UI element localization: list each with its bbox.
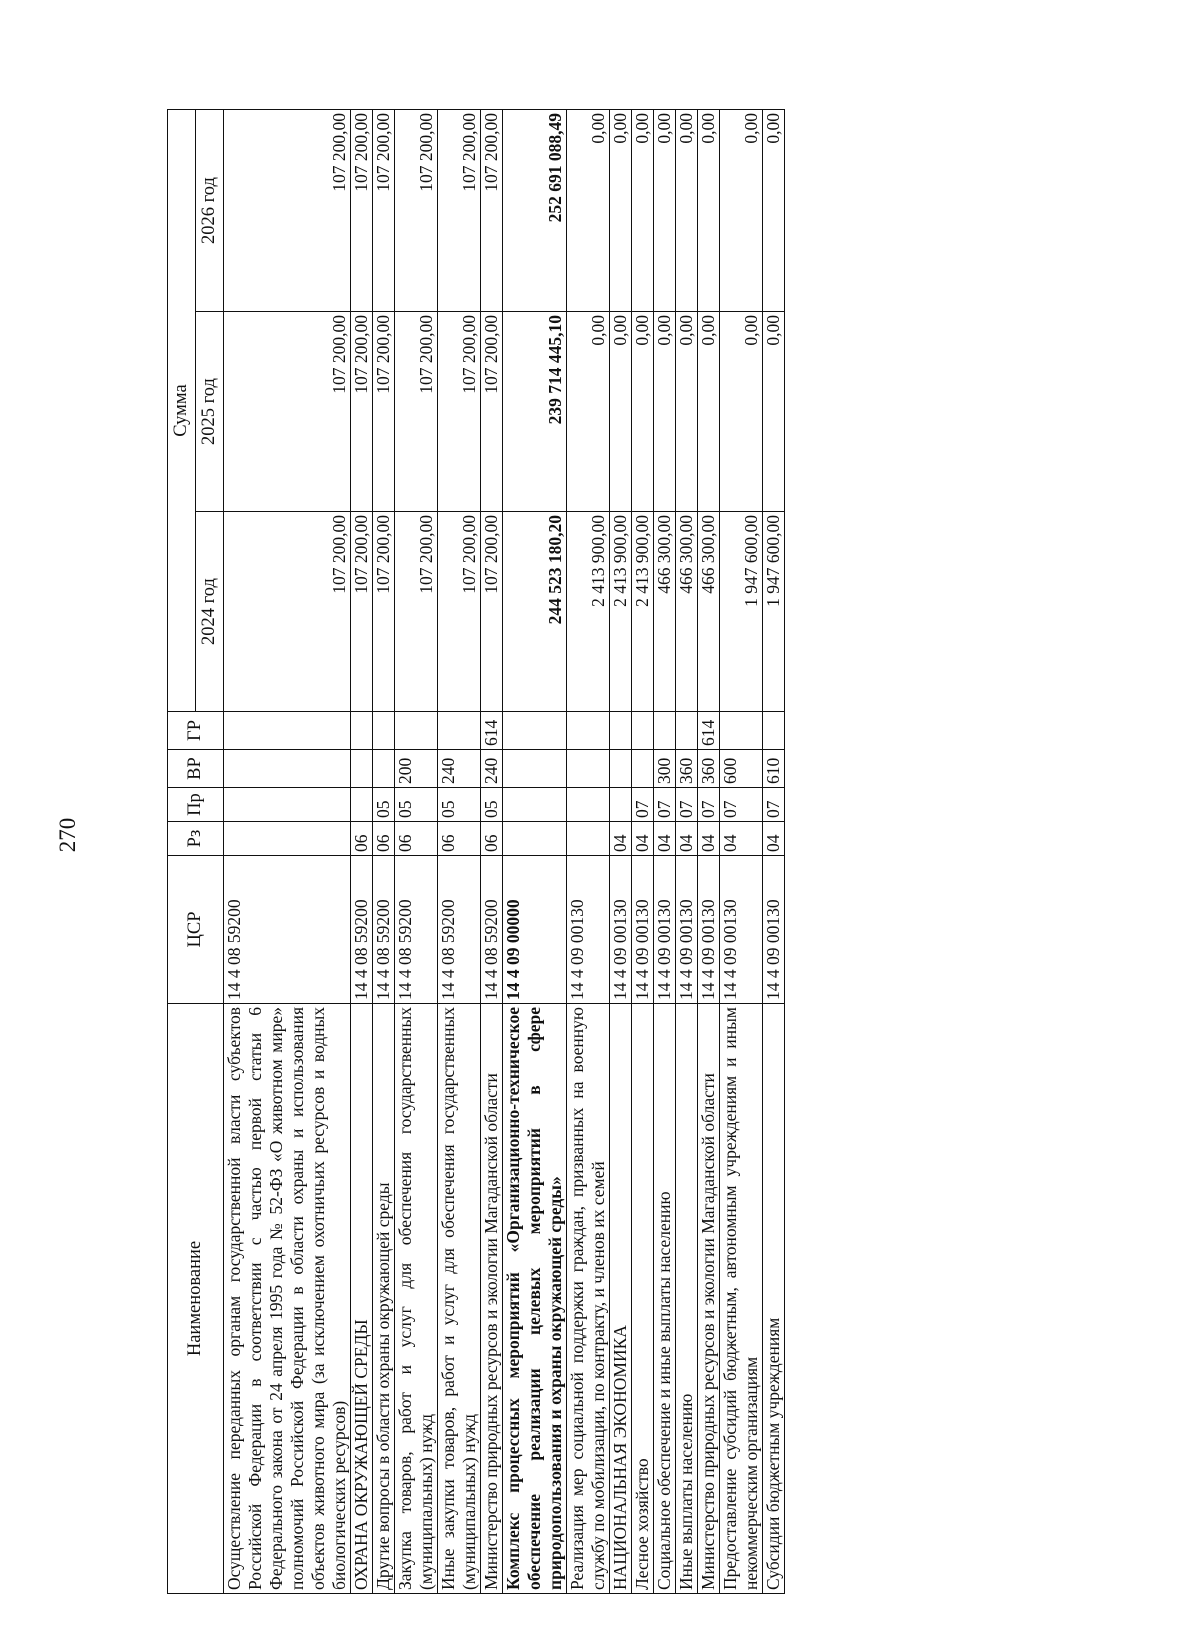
row-gr xyxy=(395,712,438,750)
row-sum-2024: 244 523 180,20 xyxy=(503,512,567,712)
row-name: Министерство природных ресурсов и экологии Магаданской области xyxy=(698,1004,720,1594)
row-gr xyxy=(763,712,785,750)
row-vr xyxy=(373,750,395,788)
table-row xyxy=(720,110,763,1594)
row-vr xyxy=(567,750,610,788)
row-vr: 240 xyxy=(438,750,481,788)
row-gr: 614 xyxy=(698,712,720,750)
row-sum-2024: 466 300,00 xyxy=(654,512,676,712)
row-sum-2024: 466 300,00 xyxy=(698,512,720,712)
row-sum-2026: 107 200,00 xyxy=(224,110,351,312)
header-gr: ГР xyxy=(168,712,224,750)
row-sum-2026: 107 200,00 xyxy=(481,110,503,312)
row-csr: 14 4 08 59200 xyxy=(438,856,481,1004)
row-csr: 14 4 09 00130 xyxy=(654,856,676,1004)
row-gr xyxy=(373,712,395,750)
table-row xyxy=(610,110,632,1594)
row-pr: 07 xyxy=(698,788,720,822)
row-gr xyxy=(654,712,676,750)
row-sum-2024: 2 413 900,00 xyxy=(632,512,654,712)
table-row xyxy=(503,110,567,1594)
row-csr: 14 4 09 00000 xyxy=(503,856,567,1004)
row-pr xyxy=(224,788,351,822)
row-sum-2026: 0,00 xyxy=(632,110,654,312)
row-sum-2025: 0,00 xyxy=(676,312,698,512)
table-row xyxy=(654,110,676,1594)
header-pr: Пр xyxy=(168,788,224,822)
row-sum-2025: 107 200,00 xyxy=(481,312,503,512)
row-csr: 14 4 08 59200 xyxy=(481,856,503,1004)
table-row xyxy=(632,110,654,1594)
row-name: Комплекс процессных мероприятий «Организационно-техническое обеспечение реализации целевых мероприятий в сфере природопользования и охраны окружающей среды» xyxy=(503,1004,567,1594)
table-row xyxy=(567,110,610,1594)
row-csr: 14 4 08 59200 xyxy=(224,856,351,1004)
row-sum-2025: 107 200,00 xyxy=(224,312,351,512)
row-name: Закупка товаров, работ и услуг для обеспечения государственных (муниципальных) нужд xyxy=(395,1004,438,1594)
row-csr: 14 4 08 59200 xyxy=(373,856,395,1004)
row-pr: 07 xyxy=(763,788,785,822)
row-rz: 06 xyxy=(351,822,373,856)
row-sum-2026: 0,00 xyxy=(698,110,720,312)
row-vr: 240 xyxy=(481,750,503,788)
row-sum-2024: 2 413 900,00 xyxy=(567,512,610,712)
row-rz: 04 xyxy=(763,822,785,856)
row-gr xyxy=(720,712,763,750)
row-pr: 05 xyxy=(373,788,395,822)
header-year-2024: 2024 год xyxy=(196,512,224,712)
table-row xyxy=(676,110,698,1594)
row-sum-2025: 107 200,00 xyxy=(438,312,481,512)
header-sum: Сумма xyxy=(168,110,196,712)
row-gr xyxy=(224,712,351,750)
row-pr: 07 xyxy=(720,788,763,822)
row-sum-2025: 0,00 xyxy=(610,312,632,512)
row-name: Иные закупки товаров, работ и услуг для обеспечения государственных (муниципальных) нужд xyxy=(438,1004,481,1594)
row-csr: 14 4 09 00130 xyxy=(720,856,763,1004)
row-gr xyxy=(676,712,698,750)
row-pr xyxy=(610,788,632,822)
row-rz xyxy=(503,822,567,856)
table-row xyxy=(351,110,373,1594)
row-sum-2025: 107 200,00 xyxy=(351,312,373,512)
table-row xyxy=(763,110,785,1594)
row-csr: 14 4 08 59200 xyxy=(351,856,373,1004)
row-name: Министерство природных ресурсов и экологии Магаданской области xyxy=(481,1004,503,1594)
row-sum-2026: 0,00 xyxy=(567,110,610,312)
row-sum-2026: 107 200,00 xyxy=(373,110,395,312)
row-name: Субсидии бюджетным учреждениям xyxy=(763,1004,785,1594)
row-pr xyxy=(567,788,610,822)
row-rz: 04 xyxy=(720,822,763,856)
row-pr: 07 xyxy=(632,788,654,822)
row-rz: 04 xyxy=(698,822,720,856)
row-name: Лесное хозяйство xyxy=(632,1004,654,1594)
row-vr: 610 xyxy=(763,750,785,788)
row-gr xyxy=(567,712,610,750)
row-gr xyxy=(438,712,481,750)
budget-table xyxy=(167,109,785,1594)
row-sum-2026: 0,00 xyxy=(763,110,785,312)
row-vr xyxy=(610,750,632,788)
row-sum-2024: 107 200,00 xyxy=(395,512,438,712)
row-name: Другие вопросы в области охраны окружающей среды xyxy=(373,1004,395,1594)
row-csr: 14 4 09 00130 xyxy=(610,856,632,1004)
row-sum-2024: 107 200,00 xyxy=(438,512,481,712)
row-pr xyxy=(503,788,567,822)
row-sum-2025: 107 200,00 xyxy=(395,312,438,512)
row-sum-2024: 107 200,00 xyxy=(481,512,503,712)
row-sum-2026: 107 200,00 xyxy=(438,110,481,312)
row-name: НАЦИОНАЛЬНАЯ ЭКОНОМИКА xyxy=(610,1004,632,1594)
row-sum-2024: 1 947 600,00 xyxy=(763,512,785,712)
row-vr xyxy=(632,750,654,788)
row-sum-2026: 0,00 xyxy=(654,110,676,312)
header-csr: ЦСР xyxy=(168,856,224,1004)
table-row xyxy=(481,110,503,1594)
row-gr xyxy=(610,712,632,750)
row-pr: 05 xyxy=(481,788,503,822)
header-vr: ВР xyxy=(168,750,224,788)
row-rz: 06 xyxy=(481,822,503,856)
table-row xyxy=(224,110,351,1594)
row-sum-2024: 466 300,00 xyxy=(676,512,698,712)
row-sum-2026: 252 691 088,49 xyxy=(503,110,567,312)
page-number: 270 xyxy=(55,817,80,853)
row-sum-2025: 0,00 xyxy=(654,312,676,512)
row-csr: 14 4 09 00130 xyxy=(567,856,610,1004)
row-csr: 14 4 08 59200 xyxy=(395,856,438,1004)
table-row xyxy=(698,110,720,1594)
row-rz xyxy=(224,822,351,856)
row-vr: 360 xyxy=(698,750,720,788)
row-sum-2025: 0,00 xyxy=(763,312,785,512)
row-rz: 04 xyxy=(654,822,676,856)
row-sum-2026: 0,00 xyxy=(720,110,763,312)
row-rz: 04 xyxy=(676,822,698,856)
row-name: ОХРАНА ОКРУЖАЮЩЕЙ СРЕДЫ xyxy=(351,1004,373,1594)
row-sum-2025: 0,00 xyxy=(632,312,654,512)
row-pr xyxy=(351,788,373,822)
table-row xyxy=(438,110,481,1594)
row-sum-2024: 2 413 900,00 xyxy=(610,512,632,712)
row-vr: 200 xyxy=(395,750,438,788)
row-csr: 14 4 09 00130 xyxy=(698,856,720,1004)
row-gr xyxy=(351,712,373,750)
row-rz: 06 xyxy=(395,822,438,856)
row-pr: 07 xyxy=(654,788,676,822)
header-year-2026: 2026 год xyxy=(196,110,224,312)
rotated-table-container xyxy=(167,110,1025,1594)
row-sum-2025: 107 200,00 xyxy=(373,312,395,512)
row-vr xyxy=(503,750,567,788)
row-csr: 14 4 09 00130 xyxy=(632,856,654,1004)
header-row-top xyxy=(168,110,196,1594)
row-sum-2024: 107 200,00 xyxy=(351,512,373,712)
row-pr: 05 xyxy=(395,788,438,822)
row-sum-2025: 239 714 445,10 xyxy=(503,312,567,512)
header-year-2025: 2025 год xyxy=(196,312,224,512)
row-rz: 06 xyxy=(373,822,395,856)
row-vr xyxy=(224,750,351,788)
row-vr: 600 xyxy=(720,750,763,788)
row-gr xyxy=(632,712,654,750)
header-rz: Рз xyxy=(168,822,224,856)
header-name: Наименование xyxy=(168,1004,224,1594)
row-sum-2025: 0,00 xyxy=(567,312,610,512)
row-vr: 360 xyxy=(676,750,698,788)
row-gr xyxy=(503,712,567,750)
row-vr xyxy=(351,750,373,788)
table-row xyxy=(373,110,395,1594)
row-sum-2026: 0,00 xyxy=(610,110,632,312)
row-rz xyxy=(567,822,610,856)
row-sum-2026: 107 200,00 xyxy=(351,110,373,312)
row-sum-2025: 0,00 xyxy=(698,312,720,512)
row-sum-2026: 107 200,00 xyxy=(395,110,438,312)
table-row xyxy=(395,110,438,1594)
row-sum-2026: 0,00 xyxy=(676,110,698,312)
row-sum-2024: 1 947 600,00 xyxy=(720,512,763,712)
row-pr: 05 xyxy=(438,788,481,822)
row-pr: 07 xyxy=(676,788,698,822)
row-sum-2024: 107 200,00 xyxy=(373,512,395,712)
row-rz: 06 xyxy=(438,822,481,856)
row-rz: 04 xyxy=(632,822,654,856)
row-name: Социальное обеспечение и иные выплаты населению xyxy=(654,1004,676,1594)
row-sum-2024: 107 200,00 xyxy=(224,512,351,712)
row-name: Иные выплаты населению xyxy=(676,1004,698,1594)
row-gr: 614 xyxy=(481,712,503,750)
row-csr: 14 4 09 00130 xyxy=(763,856,785,1004)
row-name: Предоставление субсидий бюджетным, автономным учреждениям и иным некоммерческим организациям xyxy=(720,1004,763,1594)
row-sum-2025: 0,00 xyxy=(720,312,763,512)
row-csr: 14 4 09 00130 xyxy=(676,856,698,1004)
row-name: Осуществление переданных органам государственной власти субъектов Российской Федерации в соответствии с частью первой статьи 6 Федерального закона от 24 апреля 1995 года № 52-ФЗ «О животном мире» полномочий Российской Федерации в области охраны и использования объектов животного мира (за исключением охотничьих ресурсов и водных биологических ресурсов) xyxy=(224,1004,351,1594)
row-vr: 300 xyxy=(654,750,676,788)
row-name: Реализация мер социальной поддержки граждан, призванных на военную службу по мобилизации, по контракту, и членов их семей xyxy=(567,1004,610,1594)
row-rz: 04 xyxy=(610,822,632,856)
